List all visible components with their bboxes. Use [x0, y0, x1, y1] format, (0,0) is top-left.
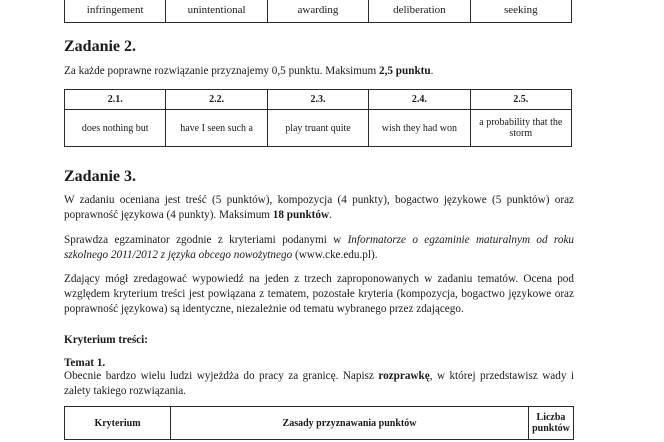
answer-cell: does nothing but: [65, 110, 166, 147]
text: .: [430, 65, 434, 77]
task3-paragraph-1: [64, 193, 574, 223]
task2-title: Zadanie 2.: [64, 38, 137, 55]
column-header: 2.4.: [369, 90, 470, 110]
task3-paragraph-2: [64, 233, 574, 263]
column-header: 2.3.: [267, 90, 368, 110]
topic-title: Temat 1.: [64, 357, 106, 369]
task3-paragraph-3: Zdający mógł zredagować wypowiedź na jeden z trzech zaproponowanych w zadaniu tematów. Ocena pod względem kryterium treści jest powiązana z tematem, pozostałe kryteria (kompozycja, bogactwo językowe oraz poprawność językowa) są identyczne, niezależnie od tematu wybranego przez zdającego.: [64, 273, 574, 315]
previous-task-table: [64, 0, 572, 23]
answer-cell: wish they had won: [369, 110, 470, 147]
text: Sprawdza egzaminator zgodnie z kryteriami podanymi w: [64, 234, 348, 246]
answer-cell: have I seen such a: [166, 110, 267, 147]
task2-description: [64, 64, 574, 79]
text: (www.cke.edu.pl).: [292, 249, 378, 261]
column-header: 2.1.: [65, 90, 166, 110]
criteria-table: [64, 406, 574, 440]
task3-title: Zadanie 3.: [64, 168, 137, 185]
text: W zadaniu oceniana jest treść (5 punktów), kompozycja (4 punkty), bogactwo językowe (5 punktów) oraz poprawność językowa (4 punkty). Maksimum: [64, 194, 574, 221]
column-header: Kryterium: [65, 407, 171, 440]
text: Obecnie bardzo wielu ludzi wyjeżdża do pracy za granicę. Napisz: [64, 370, 379, 382]
table-cell: awarding: [267, 0, 368, 23]
task2-answer-table: [64, 89, 572, 147]
answer-cell: play truant quite: [267, 110, 368, 147]
text: Za każde poprawne rozwiązanie przyznajemy 0,5 punktu. Maksimum: [64, 65, 380, 77]
column-header: 2.5.: [470, 90, 571, 110]
text: , w której przedstawisz wady i zalety takiego rozwiązania.: [64, 370, 574, 397]
table-cell: infringement: [65, 0, 166, 23]
table-header-row: [65, 407, 574, 440]
text-bold: rozprawkę: [378, 370, 430, 382]
table-header-row: [65, 90, 572, 110]
table-cell: unintentional: [166, 0, 267, 23]
table-row: [65, 0, 572, 23]
table-cell: seeking: [470, 0, 571, 23]
text: .: [329, 209, 332, 221]
topic-description: [64, 369, 574, 399]
column-header: Zasady przyznawania punktów: [171, 407, 529, 440]
table-cell: deliberation: [369, 0, 470, 23]
column-header: Liczba punktów: [529, 407, 574, 440]
column-header: 2.2.: [166, 90, 267, 110]
text-bold: 18 punktów: [272, 209, 330, 221]
text-bold: 2,5 punktu: [379, 65, 431, 77]
answer-cell: a probability that the storm: [470, 110, 571, 147]
text-italic: Informatorze o egzaminie maturalnym od roku szkolnego 2011/2012 z języka obcego nowożytnego: [64, 234, 574, 261]
table-row: [65, 110, 572, 147]
criterion-heading: Kryterium treści:: [64, 334, 148, 346]
